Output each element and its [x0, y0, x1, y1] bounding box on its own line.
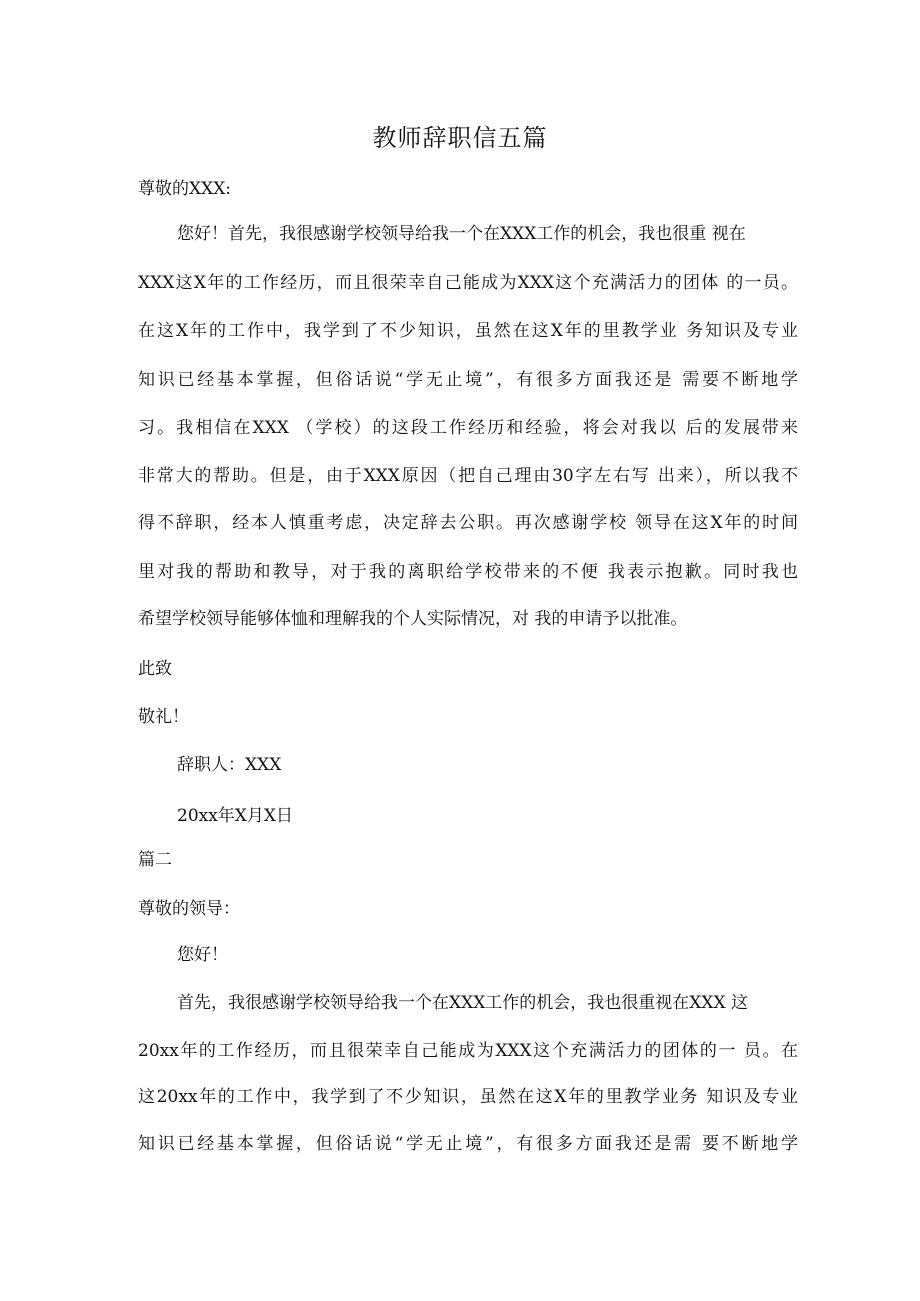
greeting-line: 您好！	[177, 945, 228, 965]
section-heading: 篇二	[138, 850, 172, 870]
signature-line: 辞职人：XXX	[177, 755, 282, 775]
paragraph-line: 您好！首先，我很感谢学校领导给我一个在XXX工作的机会，我也很重 视在	[177, 224, 746, 244]
paragraph-line: 这20xx年的工作中，我学到了不少知识，虽然在这X年的里教学业务 知识及专业	[138, 1087, 798, 1107]
date-line: 20xx年X月X日	[177, 806, 294, 826]
salutation: 尊敬的领导：	[138, 899, 240, 919]
paragraph-line: 非常大的帮助。但是，由于XXX原因（把自己理由30字左右写 出来），所以我不	[138, 466, 798, 486]
paragraph-line: XXX这X年的工作经历，而且很荣幸自己能成为XXX这个充满活力的团体 的一员。	[138, 273, 798, 293]
paragraph-line: 里对我的帮助和教导，对于我的离职给学校带来的不便 我表示抱歉。同时我也	[138, 562, 798, 582]
document-title: 教师辞职信五篇	[372, 124, 548, 152]
salutation: 尊敬的XXX:	[138, 179, 232, 199]
paragraph-line: 知识已经基本掌握，但俗话说“学无止境”，有很多方面我还是需 要不断地学	[138, 1134, 798, 1154]
closing-line: 敬礼！	[138, 707, 189, 727]
paragraph-line: 首先，我很感谢学校领导给我一个在XXX工作的机会，我也很重视在XXX 这	[177, 993, 749, 1013]
paragraph-line: 希望学校领导能够体恤和理解我的个人实际情况，对 我的申请予以批准。	[138, 609, 688, 629]
paragraph-line: 知识已经基本掌握，但俗话说“学无止境”，有很多方面我还是 需要不断地学	[138, 370, 798, 390]
paragraph-line: 得不辞职，经本人慎重考虑，决定辞去公职。再次感谢学校 领导在这X年的时间	[138, 513, 798, 533]
paragraph-line: 20xx年的工作经历，而且很荣幸自己能成为XXX这个充满活力的团体的一 员。在	[138, 1041, 798, 1061]
paragraph-line: 习。我相信在XXX （学校）的这段工作经历和经验，将会对我以 后的发展带来	[138, 418, 798, 438]
paragraph-line: 在这X年的工作中，我学到了不少知识，虽然在这X年的里教学业 务知识及专业	[138, 321, 798, 341]
closing-line: 此致	[138, 659, 172, 679]
